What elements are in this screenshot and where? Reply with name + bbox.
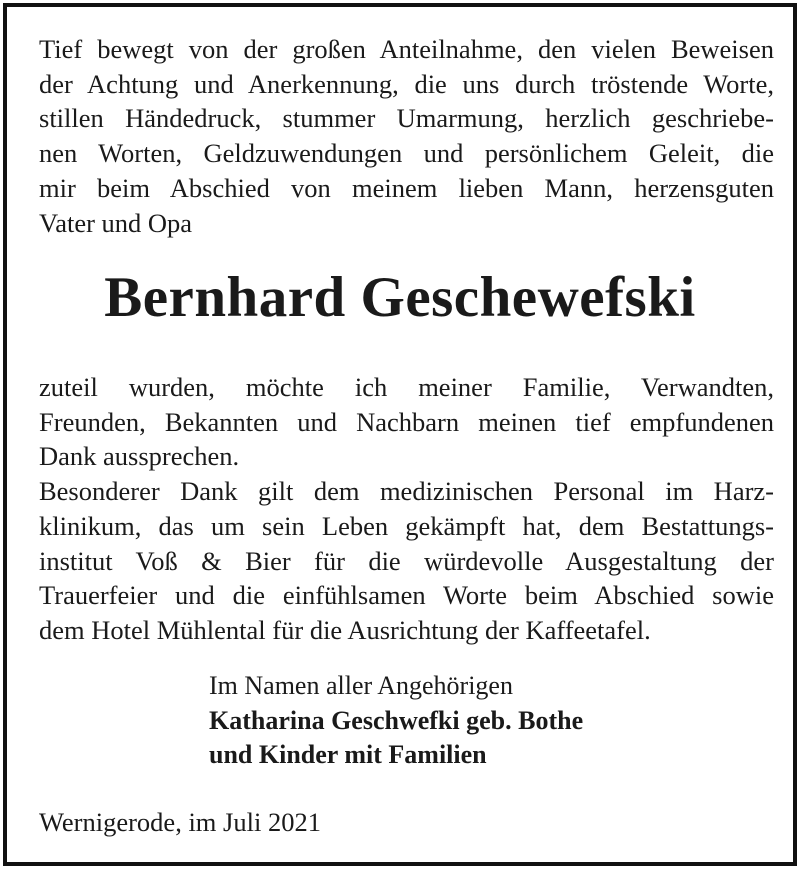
signature-intro: Im Namen aller Angehörigen bbox=[209, 671, 513, 700]
thanks-line: klinikum, das um sein Leben gekämpft hat, dem Bestattungs- bbox=[39, 510, 774, 541]
signature-name: Katharina Geschwefki geb. Bothe bbox=[209, 705, 584, 735]
thanks-line: zuteil wurden, möchte ich meiner Familie, Verwandten, bbox=[39, 372, 774, 402]
intro-line: Tief bewegt von der großen Anteilnahme, den vielen Beweisen bbox=[39, 34, 774, 64]
intro-line: stillen Händedruck, stummer Umarmung, herzlich geschriebe- bbox=[39, 103, 774, 134]
obituary-notice bbox=[3, 3, 797, 866]
place-date: Wernigerode, im Juli 2021 bbox=[39, 807, 321, 837]
thanks-line: Dank aussprechen. bbox=[39, 441, 240, 472]
thanks-paragraph bbox=[39, 370, 774, 648]
intro-paragraph bbox=[39, 32, 774, 240]
intro-line: nen Worten, Geldzuwendungen und persönlichem Geleit, die bbox=[39, 138, 774, 169]
signature-block bbox=[209, 669, 583, 773]
thanks-line: dem Hotel Mühlental für die Ausrichtung der Kaffeetafel. bbox=[39, 614, 651, 645]
intro-line: mir beim Abschied von meinem lieben Mann, herzensguten bbox=[39, 172, 774, 203]
signature-family: und Kinder mit Familien bbox=[209, 740, 487, 769]
thanks-line: Trauerfeier und die einfühlsamen Worte beim Abschied sowie bbox=[39, 580, 774, 611]
intro-line: der Achtung und Anerkennung, die uns durch tröstende Worte, bbox=[39, 68, 774, 99]
intro-line: Vater und Opa bbox=[39, 207, 193, 238]
deceased-name: Bernhard Geschewefski bbox=[104, 266, 696, 329]
thanks-line: Besonderer Dank gilt dem medizinischen Personal im Harz- bbox=[39, 476, 774, 507]
thanks-line: institut Voß & Bier für die würdevolle Ausgestaltung der bbox=[39, 545, 774, 576]
thanks-line: Freunden, Bekannten und Nachbarn meinen tief empfundenen bbox=[39, 406, 774, 437]
